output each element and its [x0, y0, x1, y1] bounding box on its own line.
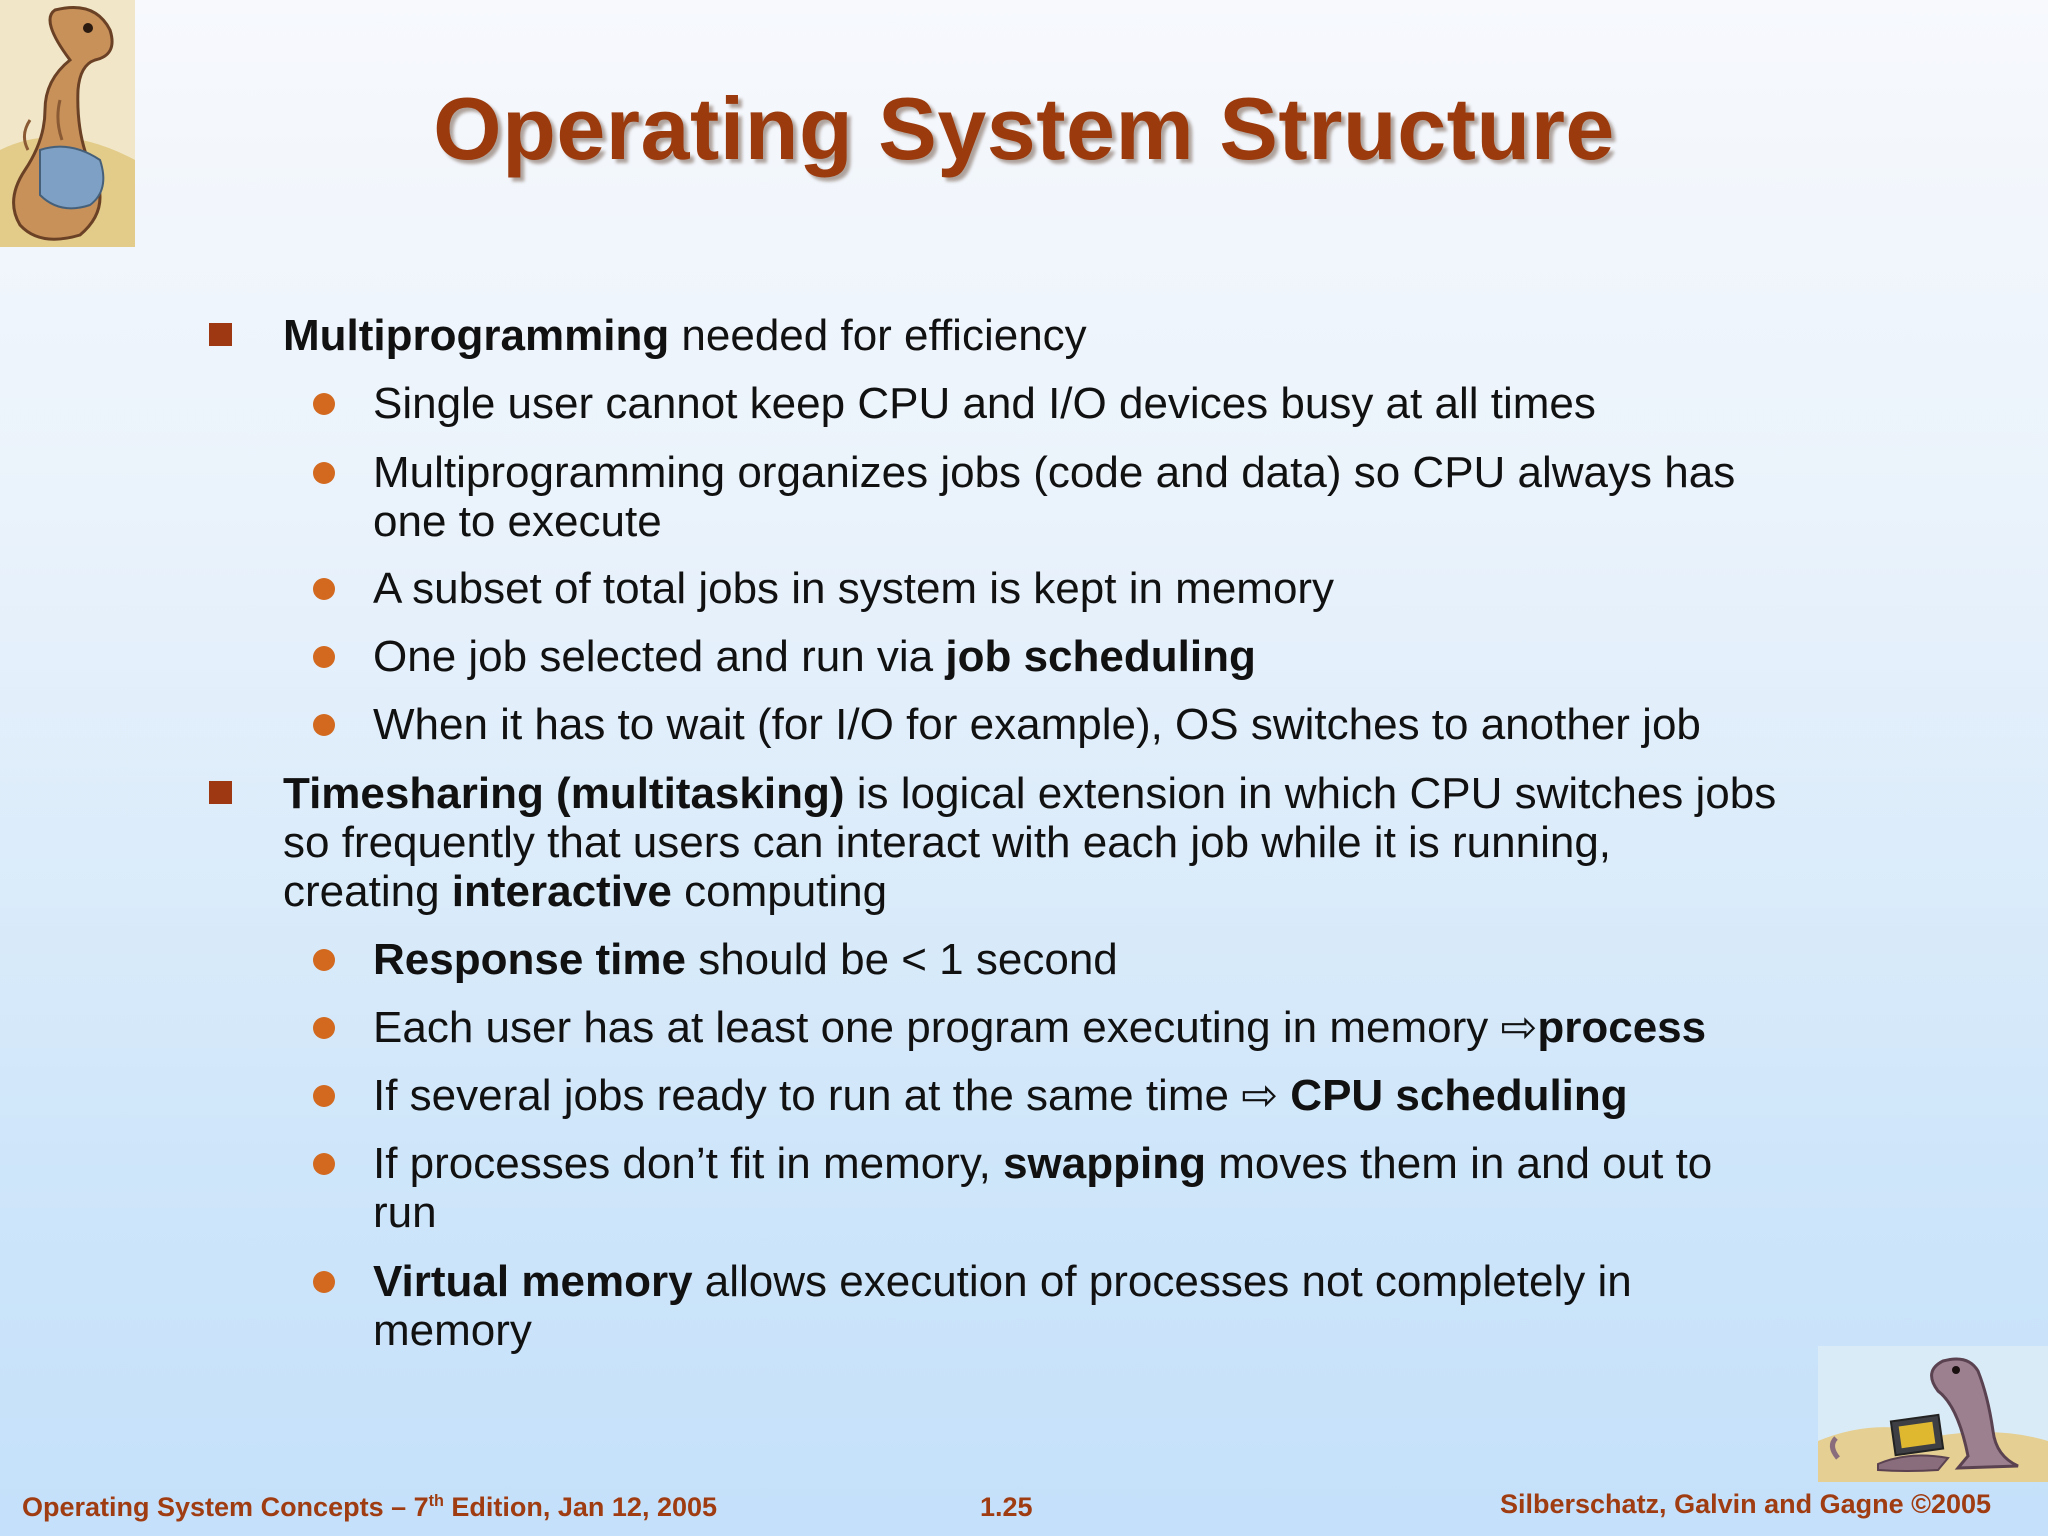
sub-bullet	[373, 379, 1853, 428]
round-bullet-icon	[313, 949, 335, 971]
bullet-timesharing	[283, 769, 1843, 916]
footer-left-pre: Operating System Concepts – 7	[22, 1492, 429, 1522]
sub-bullet-bold: swapping	[1003, 1139, 1206, 1188]
sub-bullet	[373, 448, 1853, 546]
round-bullet-icon	[313, 714, 335, 736]
sub-bullet	[373, 935, 1853, 984]
sub-bullet-line2: memory	[373, 1306, 532, 1355]
round-bullet-icon	[313, 462, 335, 484]
round-bullet-icon	[313, 1271, 335, 1293]
footer-left-sup: th	[428, 1492, 444, 1510]
sub-bullet	[373, 1139, 1853, 1237]
arrow-right-icon: ⇨	[1500, 1003, 1538, 1052]
sub-bullet-line1: Multiprogramming organizes jobs (code and data) so CPU always has	[373, 448, 1736, 497]
sub-bullet-text: If processes don’t fit in memory,	[373, 1139, 1004, 1188]
sub-bullet-bold: job scheduling	[945, 632, 1256, 681]
sub-bullet	[373, 700, 1853, 749]
sub-bullet	[373, 1003, 1853, 1052]
round-bullet-icon	[313, 1085, 335, 1107]
round-bullet-icon	[313, 1153, 335, 1175]
bullet-text: needed for efficiency	[669, 311, 1087, 360]
footer-course-info	[22, 1492, 717, 1523]
bullet-multiprogramming	[283, 311, 1843, 360]
sub-bullet-text: When it has to wait (for I/O for example), OS switches to another job	[373, 700, 1701, 749]
dinosaur-laptop-illustration	[1818, 1346, 2048, 1482]
slide-title: Operating System Structure	[433, 79, 1615, 178]
page-number: 1.25	[980, 1492, 1033, 1522]
bullet-bold: Timesharing (multitasking)	[283, 769, 845, 818]
round-bullet-icon	[313, 393, 335, 415]
sub-bullet-text: One job selected and run via	[373, 632, 946, 681]
sub-bullet-text: Single user cannot keep CPU and I/O devices busy at all times	[373, 379, 1596, 428]
footer-copyright: Silberschatz, Galvin and Gagne ©2005	[1500, 1489, 1992, 1519]
sub-bullet-line2: run	[373, 1188, 437, 1237]
bullet-text: is logical extension in which CPU switches jobs	[844, 769, 1777, 818]
round-bullet-icon	[313, 578, 335, 600]
sub-bullet-bold: process	[1537, 1003, 1707, 1052]
bullet-line3-post: computing	[671, 867, 888, 916]
round-bullet-icon	[313, 1017, 335, 1039]
sub-bullet-text: If several jobs ready to run at the same time	[373, 1071, 1242, 1120]
sub-bullet	[373, 1257, 1853, 1355]
sub-bullet-bold: CPU scheduling	[1278, 1071, 1628, 1120]
sub-bullet-post: allows execution of processes not completely in	[692, 1257, 1632, 1306]
sub-bullet-bold: Response time	[373, 935, 686, 984]
sub-bullet-bold: Virtual memory	[373, 1257, 693, 1306]
square-bullet-icon	[209, 323, 232, 346]
sub-bullet-text: should be < 1 second	[685, 935, 1118, 984]
bullet-bold: Multiprogramming	[283, 311, 670, 360]
bullet-line2: so frequently that users can interact with each job while it is running,	[283, 818, 1612, 867]
sub-bullet	[373, 1071, 1853, 1120]
bullet-line3-bold: interactive	[451, 867, 672, 916]
bullet-line3-pre: creating	[283, 867, 452, 916]
sub-bullet-post: moves them in and out to	[1205, 1139, 1713, 1188]
sub-bullet-text: Each user has at least one program executing in memory	[373, 1003, 1501, 1052]
footer-left-post: Edition, Jan 12, 2005	[443, 1492, 718, 1522]
arrow-right-icon: ⇨	[1241, 1071, 1279, 1120]
sub-bullet	[373, 632, 1853, 681]
sub-bullet	[373, 564, 1853, 613]
square-bullet-icon	[209, 781, 232, 804]
round-bullet-icon	[313, 646, 335, 668]
sub-bullet-line2: one to execute	[373, 497, 662, 546]
sub-bullet-text: A subset of total jobs in system is kept in memory	[373, 564, 1335, 613]
